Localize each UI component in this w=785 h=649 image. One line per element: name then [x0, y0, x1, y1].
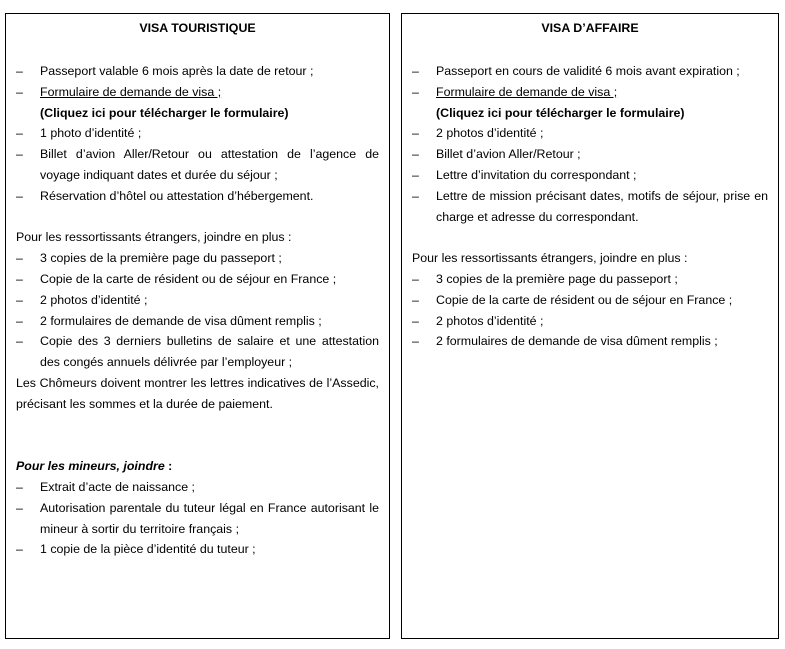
- list-item: – Billet d’avion Aller/Retour ;: [412, 144, 768, 165]
- tourist-unemployed-note: Les Chômeurs doivent montrer les lettres indicatives de l’Assedic, précisant les sommes et la durée de paiement.: [16, 375, 379, 411]
- list-item: – 2 photos d’identité ;: [16, 290, 379, 311]
- list-item: – Copie de la carte de résident ou de séjour en France ;: [16, 269, 379, 290]
- tourist-minors-list: [16, 477, 379, 560]
- spacer: [16, 207, 379, 228]
- tourist-visa-content: [16, 61, 379, 560]
- list-item: – 3 copies de la première page du passeport ;: [16, 248, 379, 269]
- list-item: – 1 photo d’identité ;: [16, 123, 379, 144]
- business-download-link[interactable]: (Cliquez ici pour télécharger le formulaire): [436, 105, 685, 120]
- list-item: [16, 82, 379, 124]
- list-item: – Copie de la carte de résident ou de séjour en France ;: [412, 290, 768, 311]
- business-visa-content: [412, 61, 768, 352]
- list-item: – Copie des 3 derniers bulletins de salaire et une attestation des congés annuels délivrée par l’employeur ;: [16, 331, 379, 373]
- tourist-visa-panel: [5, 13, 390, 639]
- list-item: – Lettre de mission précisant dates, motifs de séjour, prise en charge et adresse du correspondant.: [412, 186, 768, 228]
- list-item: – 2 formulaires de demande de visa dûment remplis ;: [412, 331, 768, 352]
- tourist-download-link[interactable]: (Cliquez ici pour télécharger le formulaire): [40, 105, 289, 120]
- list-item: – Extrait d’acte de naissance ;: [16, 477, 379, 498]
- tourist-foreign-intro: Pour les ressortissants étrangers, joindre en plus :: [16, 230, 292, 245]
- tourist-visa-title: VISA TOURISTIQUE: [139, 21, 256, 35]
- list-item: – Passeport valable 6 mois après la date de retour ;: [16, 61, 379, 82]
- list-item: – 3 copies de la première page du passeport ;: [412, 269, 768, 290]
- list-item: [412, 82, 768, 124]
- business-form-link[interactable]: Formulaire de demande de visa ;: [436, 84, 618, 99]
- business-visa-title: VISA D’AFFAIRE: [541, 21, 639, 35]
- business-requirements-list: [412, 61, 768, 227]
- list-item: – Billet d’avion Aller/Retour ou attestation de l’agence de voyage indiquant dates et durée du séjour ;: [16, 144, 379, 186]
- list-item: – 2 photos d’identité ;: [412, 311, 768, 332]
- tourist-form-link[interactable]: Formulaire de demande de visa ;: [40, 84, 222, 99]
- list-item: – 1 copie de la pièce d’identité du tuteur ;: [16, 539, 379, 560]
- list-item: – Lettre d’invitation du correspondant ;: [412, 165, 768, 186]
- list-item: – Réservation d’hôtel ou attestation d’hébergement.: [16, 186, 379, 207]
- spacer: [412, 227, 768, 248]
- list-item: – Autorisation parentale du tuteur légal en France autorisant le mineur à sortir du territoire français ;: [16, 498, 379, 540]
- business-foreign-list: [412, 269, 768, 352]
- spacer: [16, 415, 379, 457]
- tourist-requirements-list: [16, 61, 379, 207]
- business-foreign-intro: Pour les ressortissants étrangers, joindre en plus :: [412, 251, 688, 266]
- tourist-minors-heading: Pour les mineurs, joindre :: [16, 459, 173, 474]
- business-visa-panel: [401, 13, 779, 639]
- tourist-foreign-list: [16, 248, 379, 373]
- list-item: – Passeport en cours de validité 6 mois avant expiration ;: [412, 61, 768, 82]
- list-item: – 2 formulaires de demande de visa dûment remplis ;: [16, 311, 379, 332]
- list-item: – 2 photos d’identité ;: [412, 123, 768, 144]
